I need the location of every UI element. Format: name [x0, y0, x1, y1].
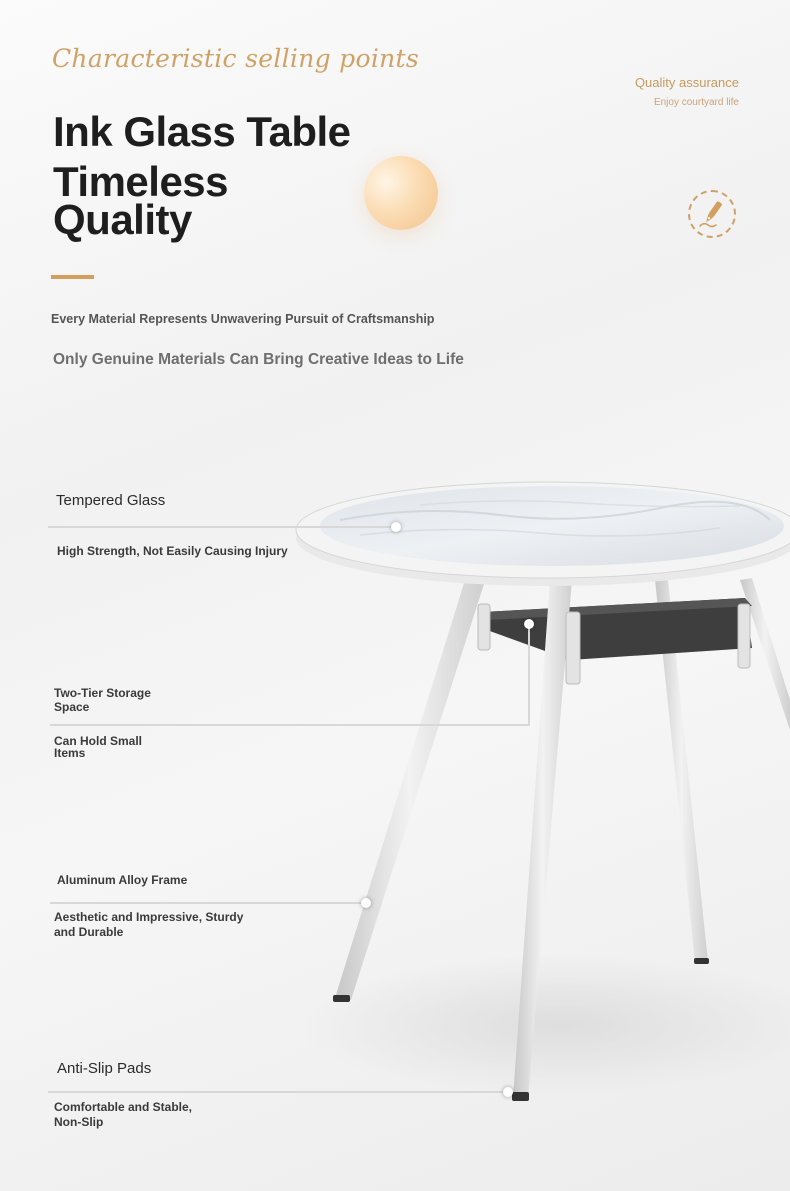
feature-storage-hotspot: [524, 619, 534, 629]
feature-frame-desc-line-2: and Durable: [54, 925, 124, 939]
feature-glass-desc: High Strength, Not Easily Causing Injury: [57, 544, 288, 558]
feature-frame-desc-line-1: Aesthetic and Impressive, Sturdy: [54, 910, 244, 924]
feature-storage-title-line-2: Space: [54, 700, 90, 714]
feature-pads-desc-line-2: Non-Slip: [54, 1115, 104, 1129]
feature-storage-leader-vertical: [528, 626, 530, 726]
feature-pads-title: Anti-Slip Pads: [57, 1060, 152, 1077]
quality-assurance-title: Quality assurance: [634, 75, 739, 90]
feature-frame-hotspot: [361, 898, 371, 908]
feature-storage-desc-line-2: Items: [54, 746, 86, 760]
feature-pads-desc: [54, 1100, 192, 1130]
page-title: Ink Glass Table: [53, 108, 351, 155]
tagline-2: Only Genuine Materials Can Bring Creative Ideas to Life: [53, 351, 464, 368]
decorative-orb: [364, 156, 438, 230]
feature-pads-leader: [48, 1091, 508, 1093]
subtitle-line-2: Quality: [53, 196, 192, 243]
page-subtitle: [53, 158, 229, 243]
feature-frame-title: Aluminum Alloy Frame: [57, 873, 188, 887]
feature-pads-desc-line-1: Comfortable and Stable,: [54, 1100, 193, 1114]
feature-storage-desc: [54, 735, 142, 759]
feature-storage-title: [54, 686, 151, 714]
script-title: Characteristic selling points: [52, 44, 419, 73]
quality-assurance-subtitle: Enjoy courtyard life: [653, 97, 739, 108]
feature-glass-hotspot: [391, 522, 401, 532]
feature-glass-title: Tempered Glass: [56, 492, 166, 509]
pen-nib-icon: [690, 192, 734, 236]
feature-storage-leader: [50, 724, 530, 726]
quality-badge: [688, 190, 736, 238]
feature-pads-hotspot: [503, 1087, 513, 1097]
feature-frame-leader: [50, 902, 366, 904]
feature-storage-desc-line-1: Can Hold Small: [54, 734, 143, 748]
tagline-1: Every Material Represents Unwavering Pursuit of Craftsmanship: [51, 312, 435, 326]
subtitle-line-1: Timeless: [53, 158, 229, 205]
accent-divider: [51, 275, 94, 279]
feature-storage-title-line-1: Two-Tier Storage: [54, 686, 151, 700]
feature-glass-leader: [48, 526, 396, 528]
feature-frame-desc: [54, 910, 243, 940]
